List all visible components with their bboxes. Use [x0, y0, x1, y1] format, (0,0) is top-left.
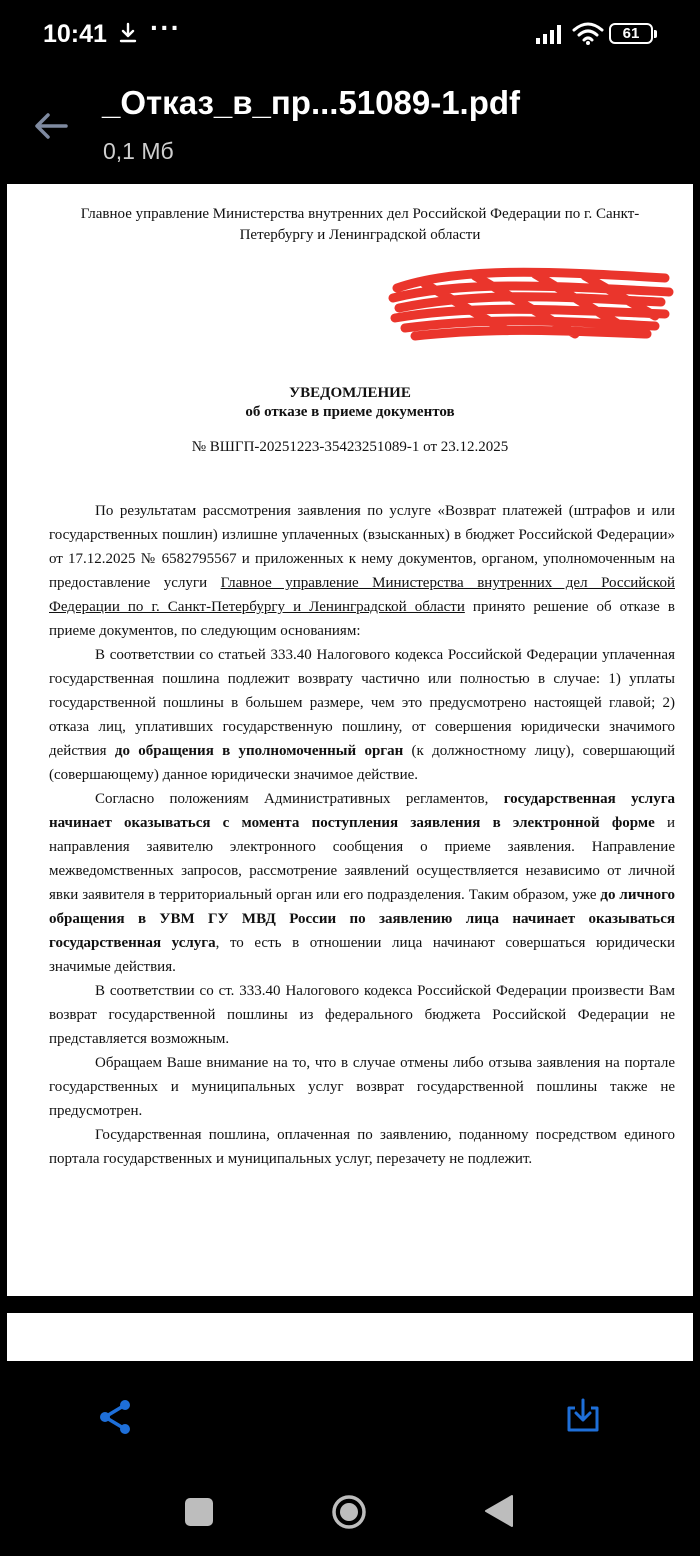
- home-icon: [331, 1494, 367, 1530]
- paragraph-3: [49, 787, 675, 979]
- redaction-scribble: [385, 264, 675, 354]
- nav-back-button[interactable]: [484, 1494, 514, 1528]
- paragraph-1: [49, 499, 675, 643]
- p3-bold-1: государственная услуга начинает оказываться с момента поступления заявления в электронной форме: [49, 791, 676, 831]
- p3-end: , то есть в отношении лица начинают совершаться юридически значимые действия.: [49, 935, 675, 975]
- bottom-bar: [0, 1361, 700, 1556]
- p3-bold-2: до личного обращения в УВМ ГУ МВД России по заявлению лица начинает оказываться государственная услуга: [49, 887, 676, 951]
- file-size: 0,1 Мб: [103, 138, 174, 164]
- share-icon: [96, 1397, 136, 1437]
- back-icon: [484, 1494, 514, 1528]
- p1-end: принято решение об отказе в приеме документов, по следующим основаниям:: [49, 599, 675, 639]
- share-button[interactable]: [96, 1397, 136, 1437]
- battery-tip: [654, 30, 657, 38]
- more-icon: ···: [150, 12, 181, 43]
- p1-start: По результатам рассмотрения заявления по услуге «Возврат платежей (штрафов и или государственных пошлин) излишне уплаченных (взысканных) в бюджет Российской Федерации» от 17.12.2025 № 6582795567 и приложенных к нему документов, органом, уполномоченным на предоставление услуги: [49, 503, 675, 591]
- paragraph-4: В соответствии со ст. 333.40 Налогового кодекса Российской Федерации произвести Вам возврат государственной пошлины из федерального бюджета Российской Федерации не представляется возможным.: [49, 983, 675, 1047]
- home-button[interactable]: [331, 1494, 367, 1530]
- wifi-icon: [572, 22, 604, 51]
- paragraph-6: Государственная пошлина, оплаченная по заявлению, поданному посредством единого портала государственных и муниципальных услуг, перезачету не подлежит.: [49, 1127, 675, 1167]
- recents-button[interactable]: [185, 1498, 213, 1526]
- document-body: [49, 499, 675, 1171]
- download-icon: [118, 22, 138, 49]
- paragraph-5: Обращаем Ваше внимание на то, что в случае отмены либо отзыва заявления на портале государственных и муниципальных услуг возврат государственной пошлины также не предусмотрен.: [49, 1055, 675, 1119]
- file-header: [0, 68, 700, 184]
- document-page-2[interactable]: [7, 1313, 693, 1361]
- document-page[interactable]: [7, 184, 693, 1296]
- p2-start: В соответствии со статьей 333.40 Налогового кодекса Российской Федерации уплаченная государственная пошлина подлежит возврату частично или полностью в случае: 1) уплаты государственной пошлины в большем размере, чем это предусмотрено настоящей главой; 2) отказа лиц, уплативших государственную пошлину, от совершения юридически значимого действия: [49, 647, 675, 759]
- p1-org: Главное управление Министерства внутренних дел Российской Федерации по г. Санкт-Петербургу и Ленинградской области: [49, 575, 675, 615]
- status-bar: [0, 0, 700, 68]
- paragraph-2: [49, 643, 675, 787]
- document-number: № ВШГП-20251223-35423251089-1 от 23.12.2025: [191, 439, 509, 455]
- title: УВЕДОМЛЕНИЕ: [289, 385, 411, 401]
- status-time: 10:41: [43, 20, 107, 48]
- subtitle: об отказе в приеме документов: [245, 404, 455, 420]
- p2-end: (к должностному лицу), совершающий (совершающему) данное юридически значимое действие.: [49, 743, 676, 783]
- p3-start: Согласно положениям Административных регламентов,: [95, 791, 504, 807]
- download-button[interactable]: [563, 1396, 603, 1436]
- signal-icon: [536, 24, 566, 49]
- back-button[interactable]: [30, 106, 70, 146]
- org-header: Главное управление Министерства внутренних дел Российской Федерации по г. Санкт-Петербургу и Ленинградской области: [80, 206, 640, 243]
- download-icon: [563, 1396, 603, 1436]
- document-title: [7, 384, 693, 422]
- p3-mid: и направления заявителю электронного сообщения о приеме заявления. Направление межведомственных запросов, рассмотрение заявлений осуществляется независимо от личной явки заявителя в территориальный орган или его подразделения. Таким образом, уже: [49, 815, 675, 903]
- file-name: _Отказ_в_пр...51089-1.pdf: [102, 84, 521, 121]
- battery-icon: 61: [609, 23, 653, 44]
- p2-bold: до обращения в уполномоченный орган: [114, 743, 404, 759]
